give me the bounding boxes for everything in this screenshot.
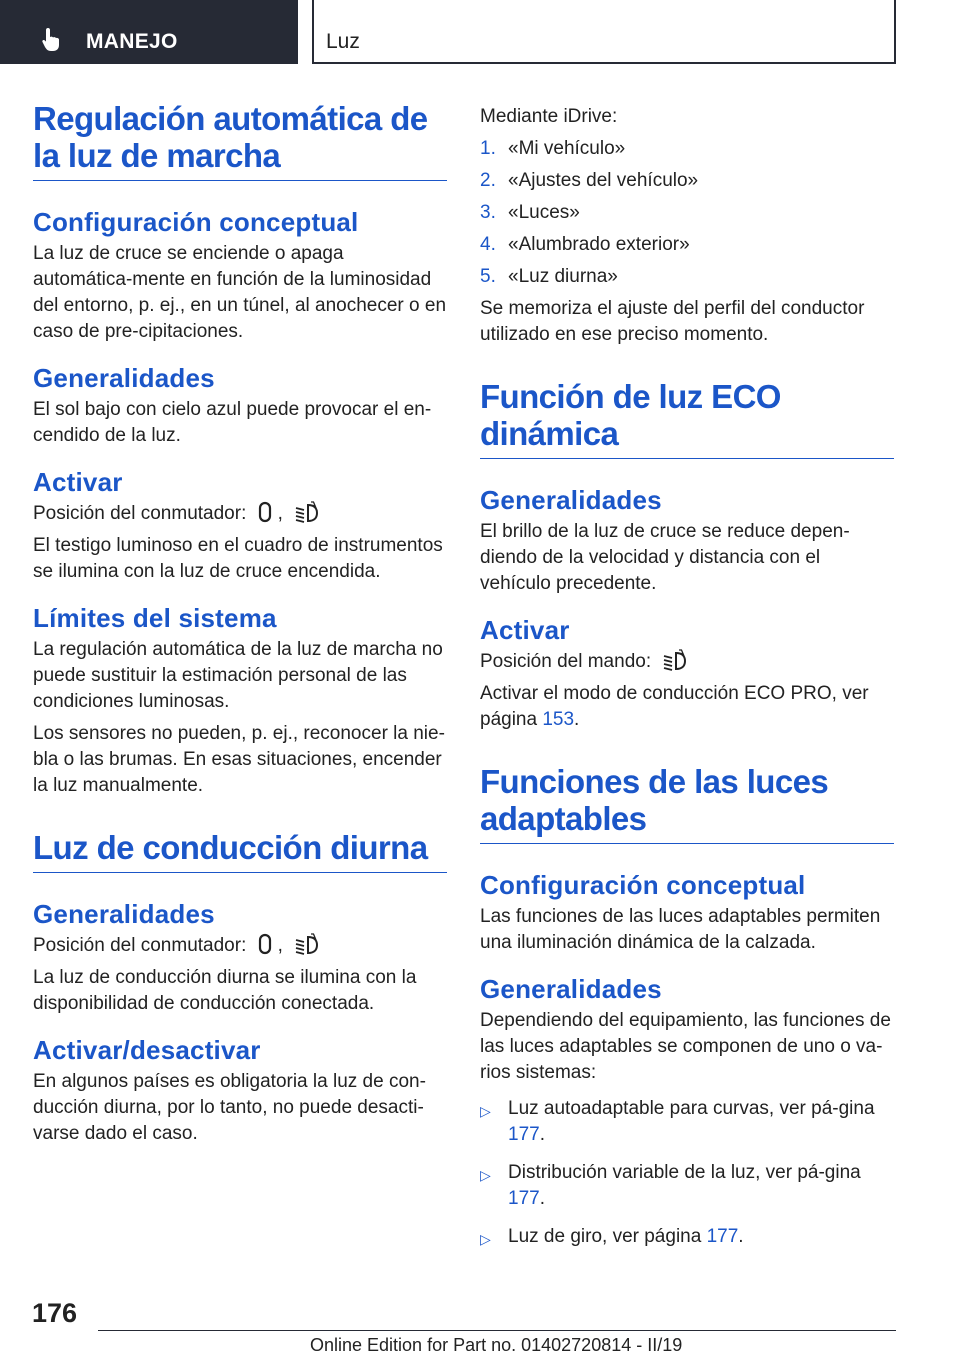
heading-toggle: Activar/desactivar [33, 1035, 261, 1065]
heading-adaptive-concept: Configuración conceptual [480, 870, 806, 900]
toggle-text: En algunos países es obligatoria la luz de con-ducción diurna, por lo tanto, no puede desacti-varse dado el caso. [33, 1071, 426, 1144]
daytime-icon-separator: , [277, 935, 283, 956]
idrive-intro: Mediante iDrive: [480, 106, 618, 127]
right-column [480, 104, 894, 1264]
eco-activate-text: Activar el modo de conducción ECO PRO, ver página 153. [480, 683, 869, 730]
page-link-153[interactable]: 153 [542, 709, 575, 730]
eco-control-position-label: Posición del mando: [480, 651, 652, 672]
profile-text: Se memoriza el ajuste del perfil del conductor utilizado en ese preciso momento. [480, 298, 865, 345]
footer-edition: Online Edition for Part no. 01402720814 - II/19 [310, 1335, 683, 1355]
hand-pointer-icon [40, 26, 64, 52]
page-link-177[interactable]: 177 [706, 1226, 739, 1247]
adaptive-general-text: Dependiendo del equipamiento, las funciones de las luces adaptables se componen de uno o va-rios sistemas: [480, 1010, 891, 1083]
concept-text: La luz de cruce se enciende o apaga automática-mente en función de la luminosidad del entorno, p. ej., en un túnel, al anochecer o en caso de pre-cipitaciones. [33, 243, 447, 342]
heading-eco-general: Generalidades [480, 485, 662, 515]
heading-system-limits: Límites del sistema [33, 603, 277, 633]
list-item: 4. «Alumbrado exterior» [480, 234, 690, 255]
low-beam-a-icon [662, 649, 688, 671]
page-link-177[interactable]: 177 [508, 1124, 540, 1145]
left-column [33, 100, 447, 1147]
adaptive-concept-text: Las funciones de las luces adaptables permiten una iluminación dinámica de la calzada. [480, 906, 881, 953]
switch-position-label: Posición del conmutador: [33, 503, 247, 524]
section-title-adaptive-lights: Funciones de las luces adaptables [480, 763, 894, 844]
auto-light-switch-icon [258, 933, 272, 955]
list-item: ▷ Distribución variable de la luz, ver pá-gina 177. [480, 1160, 894, 1212]
heading-daytime-general: Generalidades [33, 899, 215, 929]
activate-text: El testigo luminoso en el cuadro de instrumentos se ilumina con la luz de cruce encendida. [33, 535, 443, 582]
triangle-bullet-icon: ▷ [480, 1103, 491, 1119]
heading-general: Generalidades [33, 363, 215, 393]
page-number: 176 [32, 1298, 78, 1328]
adaptive-systems-list [480, 1096, 894, 1252]
daytime-switch-position-line [33, 933, 447, 959]
low-beam-a-icon [294, 501, 320, 523]
list-item: 1. «Mi vehículo» [480, 138, 626, 159]
heading-eco-activate: Activar [480, 615, 570, 645]
header-chapter-box [312, 0, 896, 64]
heading-concept: Configuración conceptual [33, 207, 359, 237]
general-text: El sol bajo con cielo azul puede provocar el en-cendido de la luz. [33, 399, 432, 446]
idrive-steps [480, 136, 894, 290]
page-link-177[interactable]: 177 [508, 1188, 540, 1209]
auto-light-switch-icon [258, 501, 272, 523]
daytime-text: La luz de conducción diurna se ilumina con la disponibilidad de conducción conectada. [33, 967, 417, 1014]
list-item: 5. «Luz diurna» [480, 266, 618, 287]
section-title-eco-light: Función de luz ECO dinámica [480, 378, 894, 459]
list-item: ▷ Luz de giro, ver página 177. [480, 1224, 894, 1252]
triangle-bullet-icon: ▷ [480, 1167, 491, 1183]
triangle-bullet-icon: ▷ [480, 1231, 491, 1247]
header-chapter-label: Luz [326, 30, 360, 53]
heading-activate: Activar [33, 467, 123, 497]
limits-text-2: Los sensores no pueden, p. ej., reconocer la nie-bla o las brumas. En esas situaciones, encender la luz manualmente. [33, 723, 445, 796]
footer-divider [98, 1330, 896, 1331]
list-item: 2. «Ajustes del vehículo» [480, 170, 699, 191]
section-title-auto-light: Regulación automática de la luz de marcha [33, 100, 447, 181]
eco-control-position-line [480, 649, 894, 675]
limits-text-1: La regulación automática de la luz de marcha no puede sustituir la estimación personal de las condiciones luminosas. [33, 639, 443, 712]
header-section-tab [0, 0, 298, 64]
daytime-switch-position-label: Posición del conmutador: [33, 935, 247, 956]
header-section-label: MANEJO [86, 30, 178, 53]
icon-separator: , [277, 503, 283, 524]
section-title-daytime-light: Luz de conducción diurna [33, 829, 447, 873]
list-item: 3. «Luces» [480, 202, 580, 223]
low-beam-a-icon [294, 933, 320, 955]
eco-general-text: El brillo de la luz de cruce se reduce depen-diendo de la velocidad y distancia con el vehículo precedente. [480, 521, 850, 594]
switch-position-line [33, 501, 447, 527]
heading-adaptive-general: Generalidades [480, 974, 662, 1004]
list-item: ▷ Luz autoadaptable para curvas, ver pá-gina 177. [480, 1096, 894, 1148]
